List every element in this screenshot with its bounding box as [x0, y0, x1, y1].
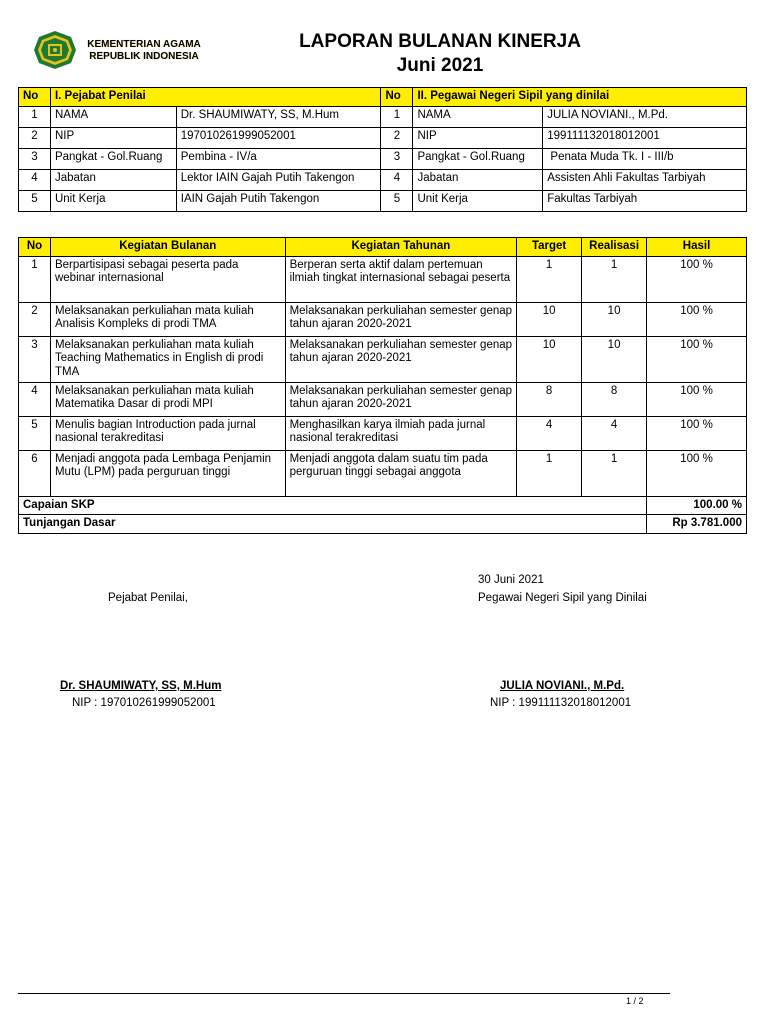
cell: 10 — [582, 336, 647, 382]
allowance-label: Tunjangan Dasar — [19, 515, 647, 534]
col-result: Hasil — [647, 238, 747, 257]
cell: 197010261999052001 — [176, 127, 381, 148]
activity-row — [19, 256, 747, 302]
activities-table — [18, 237, 747, 534]
identity-row — [19, 106, 747, 127]
cell: 4 — [517, 416, 582, 450]
cell: Assisten Ahli Fakultas Tarbiyah — [543, 169, 747, 190]
activity-row — [19, 336, 747, 382]
cell: Berperan serta aktif dalam pertemuan ilmiah tingkat internasional sebagai peserta — [285, 256, 517, 302]
cell: 4 — [19, 169, 51, 190]
page-number: 1 / 2 — [626, 996, 644, 1006]
col-no-left: No — [19, 88, 51, 107]
activities-header-row — [19, 238, 747, 257]
activity-row — [19, 450, 747, 496]
evaluator-nip: NIP : 197010261999052001 — [72, 697, 216, 709]
skp-label: Capaian SKP — [19, 496, 647, 515]
cell: NIP — [413, 127, 543, 148]
identity-table — [18, 87, 747, 212]
activity-row — [19, 416, 747, 450]
cell: 3 — [19, 336, 51, 382]
cell: Unit Kerja — [413, 190, 543, 211]
cell: 1 — [517, 256, 582, 302]
ministry-line-1: KEMENTERIAN AGAMA — [87, 39, 201, 50]
employee-section-title: II. Pegawai Negeri Sipil yang dinilai — [413, 88, 747, 107]
cell: Melaksanakan perkuliahan semester genap tahun ajaran 2020-2021 — [285, 302, 517, 336]
cell: 1 — [381, 106, 413, 127]
cell: 100 % — [647, 302, 747, 336]
cell: Melaksanakan perkuliahan mata kuliah Analisis Kompleks di prodi TMA — [50, 302, 285, 336]
ministry-line-2: REPUBLIK INDONESIA — [89, 51, 199, 62]
title-text: LAPORAN BULANAN KINERJA — [299, 31, 581, 52]
cell: 100 % — [647, 416, 747, 450]
cell: 5 — [19, 416, 51, 450]
cell: JULIA NOVIANI., M.Pd. — [543, 106, 747, 127]
employee-name: JULIA NOVIANI., M.Pd. — [500, 680, 625, 692]
cell: 10 — [582, 302, 647, 336]
cell: IAIN Gajah Putih Takengon — [176, 190, 381, 211]
identity-row — [19, 148, 747, 169]
identity-row — [19, 127, 747, 148]
cell: Unit Kerja — [50, 190, 176, 211]
cell: 5 — [381, 190, 413, 211]
cell: Jabatan — [50, 169, 176, 190]
identity-row — [19, 190, 747, 211]
cell: 10 — [517, 336, 582, 382]
cell: Menghasilkan karya ilmiah pada jurnal nasional terakreditasi — [285, 416, 517, 450]
cell: 2 — [19, 127, 51, 148]
activity-row — [19, 382, 747, 416]
cell: 8 — [582, 382, 647, 416]
cell: Penata Muda Tk. I - III/b — [543, 148, 747, 169]
skp-value: 100.00 % — [647, 496, 747, 515]
identity-row — [19, 169, 747, 190]
evaluator-name: Dr. SHAUMIWATY, SS, M.Hum — [60, 680, 222, 692]
cell: 2 — [381, 127, 413, 148]
cell: 2 — [19, 302, 51, 336]
col-yearly-activity: Kegiatan Tahunan — [285, 238, 517, 257]
activity-row — [19, 302, 747, 336]
cell: 1 — [582, 256, 647, 302]
cell: Pangkat - Gol.Ruang — [413, 148, 543, 169]
cell: Melaksanakan perkuliahan mata kuliah Matematika Dasar di prodi MPI — [50, 382, 285, 416]
cell: 100 % — [647, 450, 747, 496]
signature-date: 30 Juni 2021 — [478, 574, 544, 586]
allowance-value: Rp 3.781.000 — [647, 515, 747, 534]
col-monthly-activity: Kegiatan Bulanan — [50, 238, 285, 257]
employee-nip: NIP : 199111132018012001 — [490, 697, 632, 709]
cell: 1 — [582, 450, 647, 496]
employee-role: Pegawai Negeri Sipil yang Dinilai — [478, 592, 647, 604]
col-no-right: No — [381, 88, 413, 107]
cell: 100 % — [647, 256, 747, 302]
cell: 1 — [19, 256, 51, 302]
cell: Melaksanakan perkuliahan semester genap tahun ajaran 2020-2021 — [285, 382, 517, 416]
cell: Fakultas Tarbiyah — [543, 190, 747, 211]
cell: Lektor IAIN Gajah Putih Takengon — [176, 169, 381, 190]
cell: 5 — [19, 190, 51, 211]
skp-row — [19, 496, 747, 515]
cell: 199111132018012001 — [543, 127, 747, 148]
cell: Berpartisipasi sebagai peserta pada webinar internasional — [50, 256, 285, 302]
evaluator-section-title: I. Pejabat Penilai — [50, 88, 381, 107]
cell: NAMA — [413, 106, 543, 127]
cell: 8 — [517, 382, 582, 416]
cell: 3 — [19, 148, 51, 169]
cell: NAMA — [50, 106, 176, 127]
cell: 4 — [582, 416, 647, 450]
period-text: Juni 2021 — [396, 55, 484, 76]
cell: Menulis bagian Introduction pada jurnal nasional terakreditasi — [50, 416, 285, 450]
cell: Jabatan — [413, 169, 543, 190]
ministry-name — [84, 39, 204, 63]
cell: Menjadi anggota dalam suatu tim pada perguruan tinggi sebagai anggota — [285, 450, 517, 496]
cell: 1 — [19, 106, 51, 127]
cell: Pembina - IV/a — [176, 148, 381, 169]
identity-header-row — [19, 88, 747, 107]
cell: 100 % — [647, 382, 747, 416]
cell: Dr. SHAUMIWATY, SS, M.Hum — [176, 106, 381, 127]
cell: Menjadi anggota pada Lembaga Penjamin Mutu (LPM) pada perguruan tinggi — [50, 450, 285, 496]
cell: Melaksanakan perkuliahan semester genap tahun ajaran 2020-2021 — [285, 336, 517, 382]
cell: 6 — [19, 450, 51, 496]
cell: 3 — [381, 148, 413, 169]
cell: Pangkat - Gol.Ruang — [50, 148, 176, 169]
cell: 4 — [381, 169, 413, 190]
cell: 4 — [19, 382, 51, 416]
cell: NIP — [50, 127, 176, 148]
allowance-row — [19, 515, 747, 534]
ministry-logo — [33, 30, 77, 70]
footer-divider — [18, 993, 670, 994]
report-title — [260, 30, 620, 78]
col-target: Target — [517, 238, 582, 257]
evaluator-role: Pejabat Penilai, — [108, 592, 188, 604]
cell: 10 — [517, 302, 582, 336]
cell: 1 — [517, 450, 582, 496]
col-realization: Realisasi — [582, 238, 647, 257]
cell: Melaksanakan perkuliahan mata kuliah Teaching Mathematics in English di prodi TMA — [50, 336, 285, 382]
cell: 100 % — [647, 336, 747, 382]
col-no: No — [19, 238, 51, 257]
